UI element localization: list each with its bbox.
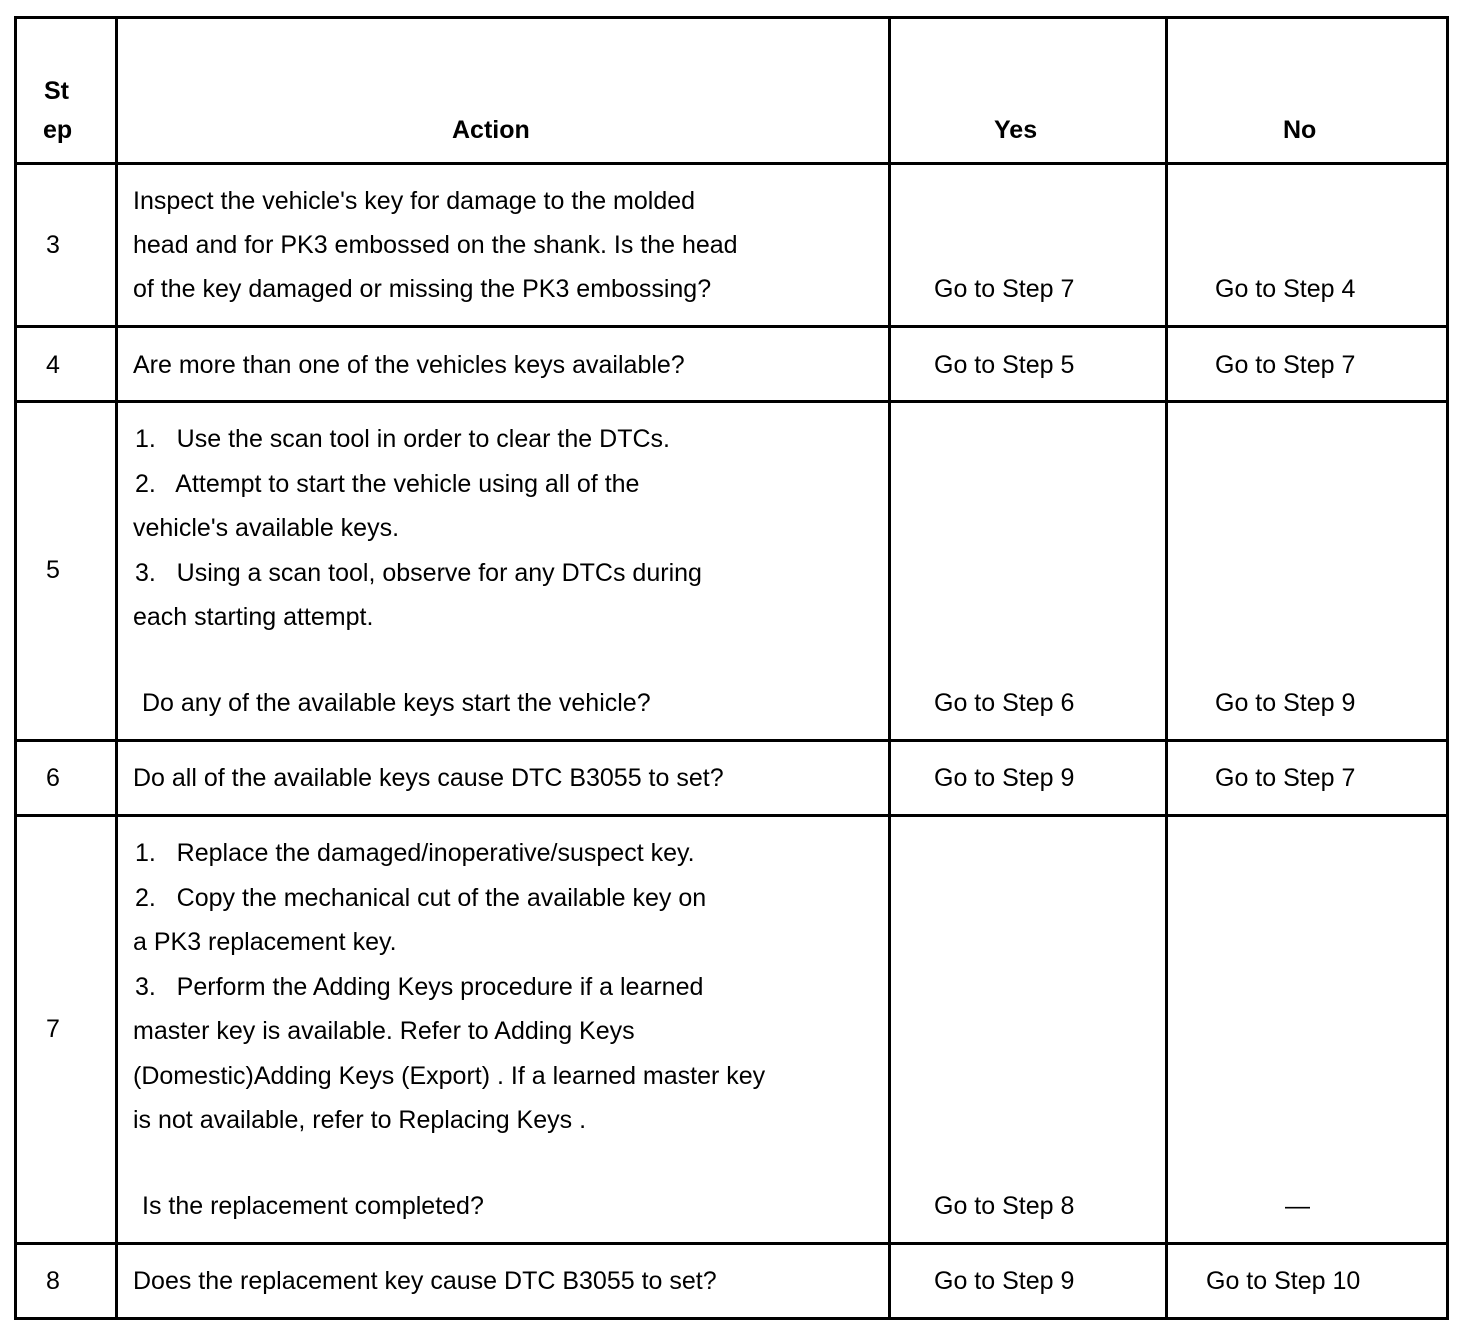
action-text: 3. Perform the Adding Keys procedure if a learned [135,973,704,1001]
yes-result: Go to Step 7 [934,275,1075,303]
header-yes: Yes [994,116,1038,144]
diagnostic-table [14,16,1449,1320]
header-step-line1: St [44,77,69,105]
step-number: 4 [46,351,60,379]
yes-result: Go to Step 6 [934,689,1075,717]
no-result: Go to Step 4 [1215,275,1356,303]
action-question: Do any of the available keys start the vehicle? [142,689,651,717]
no-result: Go to Step 10 [1206,1267,1361,1295]
action-text: vehicle's available keys. [133,514,400,542]
header-action: Action [452,116,530,144]
yes-result: Go to Step 5 [934,351,1075,379]
table-border-left [14,16,17,1320]
no-result: Go to Step 7 [1215,764,1356,792]
action-text: each starting attempt. [133,603,374,631]
no-result: — [1285,1192,1310,1220]
step-number: 8 [46,1267,60,1295]
action-text: 2. Copy the mechanical cut of the available key on [135,884,707,912]
step-number: 5 [46,556,60,584]
no-result: Go to Step 7 [1215,351,1356,379]
action-text: Does the replacement key cause DTC B3055 to set? [133,1267,717,1295]
row-divider [14,1242,1449,1245]
yes-result: Go to Step 9 [934,764,1075,792]
action-text: Inspect the vehicle's key for damage to the molded [133,187,696,215]
no-result: Go to Step 9 [1215,689,1356,717]
step-number: 6 [46,764,60,792]
action-text: 1. Replace the damaged/inoperative/suspect key. [135,839,695,867]
header-no: No [1283,116,1317,144]
table-border-right [1446,16,1449,1320]
table-border-bottom [14,1317,1449,1320]
column-divider [115,16,118,1320]
step-number: 7 [46,1015,60,1043]
row-divider [14,325,1449,328]
column-divider [888,16,891,1320]
column-divider [1165,16,1168,1320]
yes-result: Go to Step 8 [934,1192,1075,1220]
row-divider [14,814,1449,817]
row-divider [14,162,1449,165]
action-text: a PK3 replacement key. [133,928,397,956]
action-text: head and for PK3 embossed on the shank. Is the head [133,231,738,259]
table-border-top [14,16,1449,19]
action-text: 2. Attempt to start the vehicle using all of the [135,470,640,498]
action-question: Is the replacement completed? [142,1192,484,1220]
action-text: is not available, refer to Replacing Keys . [133,1106,587,1134]
action-text: (Domestic)Adding Keys (Export) . If a learned master key [133,1062,766,1090]
action-text: Are more than one of the vehicles keys available? [133,351,685,379]
action-text: of the key damaged or missing the PK3 embossing? [133,275,712,303]
action-text: Do all of the available keys cause DTC B3055 to set? [133,764,724,792]
step-number: 3 [46,231,60,259]
yes-result: Go to Step 9 [934,1267,1075,1295]
action-text: 1. Use the scan tool in order to clear the DTCs. [135,425,670,453]
action-text: master key is available. Refer to Adding Keys [133,1017,635,1045]
row-divider [14,739,1449,742]
row-divider [14,400,1449,403]
action-text: 3. Using a scan tool, observe for any DTCs during [135,559,702,587]
header-step-line2: ep [43,116,73,144]
